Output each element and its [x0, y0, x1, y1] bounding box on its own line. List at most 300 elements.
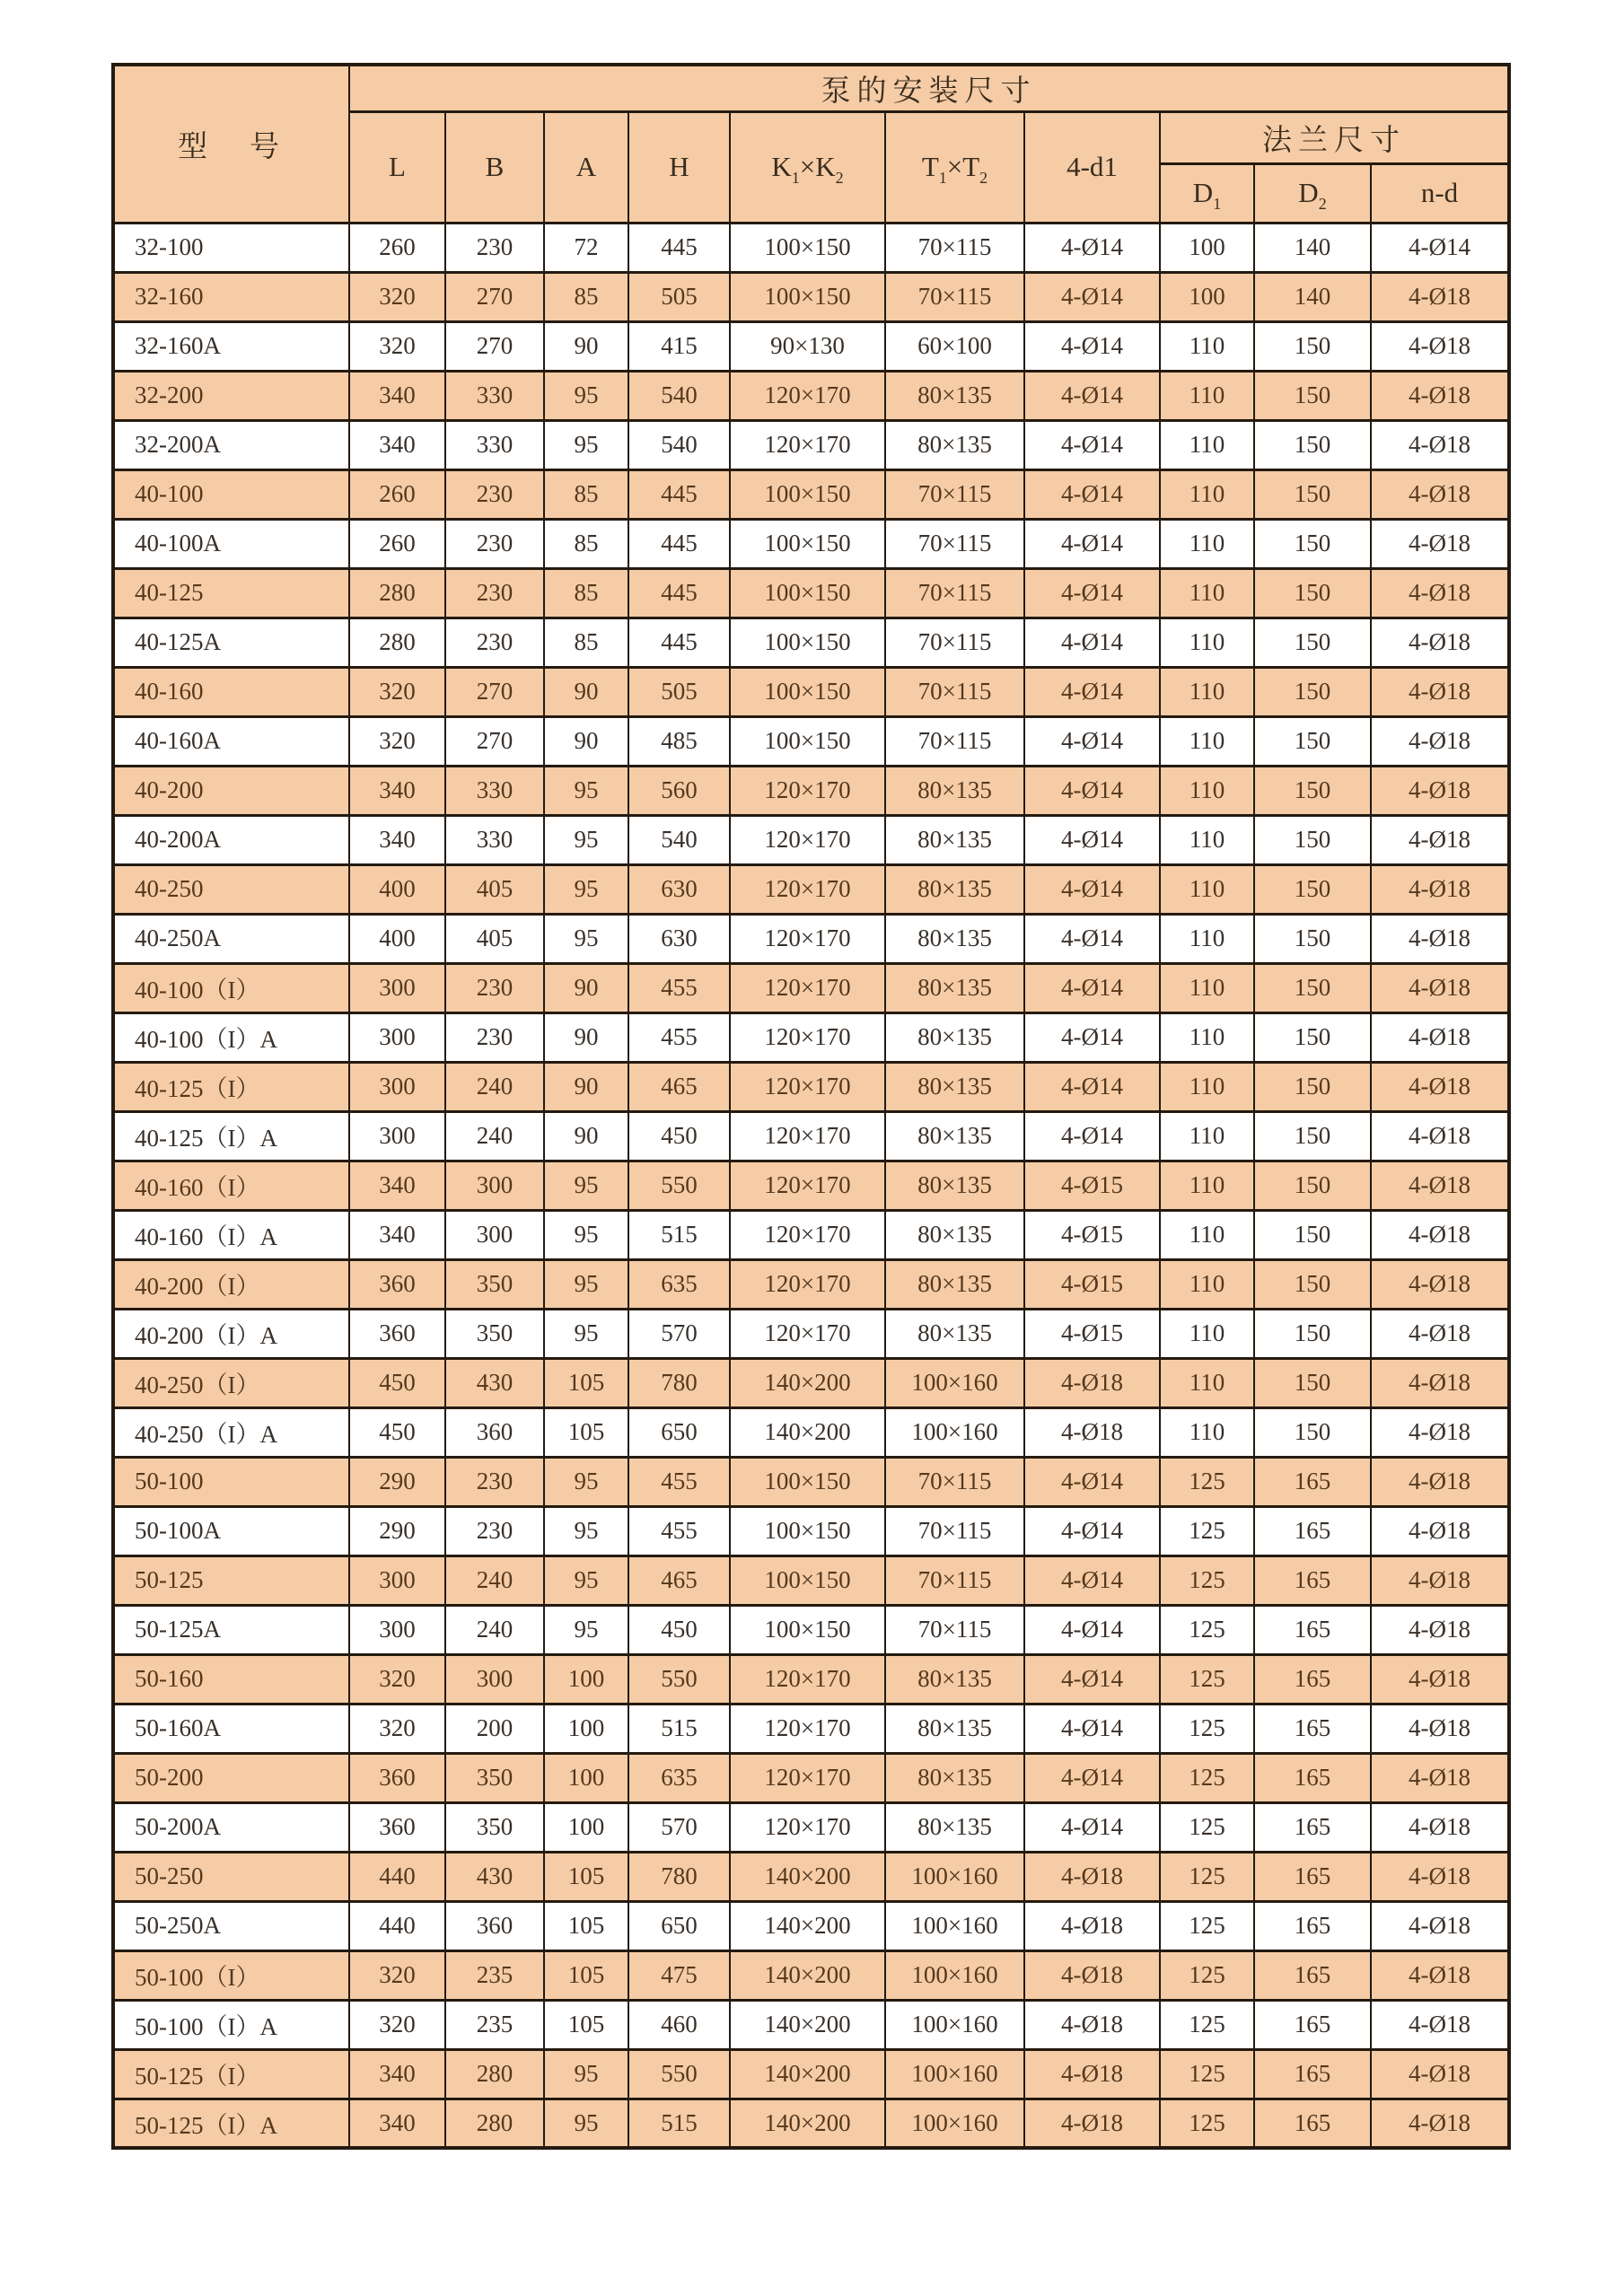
cell-D2: 150 — [1254, 1210, 1371, 1259]
cell-B: 240 — [445, 1605, 544, 1654]
cell-K1xK2: 120×170 — [730, 1753, 885, 1802]
k-base-2: K — [815, 151, 836, 182]
cell-B: 240 — [445, 1555, 544, 1605]
cell-4-d1: 4-Ø18 — [1024, 1901, 1160, 1950]
cell-H: 445 — [628, 519, 730, 568]
header-A: A — [544, 111, 628, 223]
cell-T1xT2: 100×160 — [885, 2099, 1024, 2148]
cell-n-d: 4-Ø18 — [1371, 1358, 1509, 1407]
cell-D2: 150 — [1254, 1062, 1371, 1111]
cell-L: 300 — [349, 963, 445, 1012]
cell-B: 350 — [445, 1753, 544, 1802]
table-row — [113, 1704, 1509, 1753]
cell-H: 560 — [628, 766, 730, 815]
cell-A: 95 — [544, 371, 628, 420]
cell-D1: 110 — [1160, 1309, 1254, 1358]
cell-model: 40-125（I） — [113, 1062, 349, 1111]
cell-H: 630 — [628, 914, 730, 963]
cell-H: 550 — [628, 1161, 730, 1210]
cell-D2: 165 — [1254, 2099, 1371, 2148]
cell-4-d1: 4-Ø14 — [1024, 914, 1160, 963]
cell-K1xK2: 120×170 — [730, 1161, 885, 1210]
cell-model: 40-200A — [113, 815, 349, 864]
cell-A: 95 — [544, 1309, 628, 1358]
cell-4-d1: 4-Ø15 — [1024, 1309, 1160, 1358]
cell-D1: 110 — [1160, 815, 1254, 864]
cell-4-d1: 4-Ø14 — [1024, 618, 1160, 667]
header-k1xk2 — [730, 111, 885, 223]
cell-model: 50-100A — [113, 1506, 349, 1555]
cell-H: 455 — [628, 963, 730, 1012]
cell-K1xK2: 120×170 — [730, 963, 885, 1012]
header-L: L — [349, 111, 445, 223]
cell-D1: 110 — [1160, 1012, 1254, 1062]
cell-L: 440 — [349, 1852, 445, 1901]
cell-T1xT2: 70×115 — [885, 667, 1024, 716]
cell-D1: 110 — [1160, 618, 1254, 667]
cell-D2: 165 — [1254, 1901, 1371, 1950]
cell-4-d1: 4-Ø14 — [1024, 716, 1160, 766]
cell-model: 32-100 — [113, 223, 349, 272]
cell-H: 465 — [628, 1062, 730, 1111]
cell-model: 40-200 — [113, 766, 349, 815]
cell-K1xK2: 120×170 — [730, 1654, 885, 1704]
cell-L: 300 — [349, 1605, 445, 1654]
table-row — [113, 815, 1509, 864]
cell-L: 260 — [349, 469, 445, 519]
cell-K1xK2: 100×150 — [730, 1605, 885, 1654]
table-row — [113, 2000, 1509, 2049]
cell-D2: 140 — [1254, 272, 1371, 321]
cell-L: 340 — [349, 815, 445, 864]
cell-T1xT2: 80×135 — [885, 914, 1024, 963]
cell-D2: 165 — [1254, 1753, 1371, 1802]
cell-n-d: 4-Ø18 — [1371, 1259, 1509, 1309]
cell-model: 40-250 — [113, 864, 349, 914]
cell-H: 445 — [628, 469, 730, 519]
cell-model: 50-100（I）A — [113, 2000, 349, 2049]
cell-n-d: 4-Ø18 — [1371, 766, 1509, 815]
cell-H: 450 — [628, 1605, 730, 1654]
cell-D2: 165 — [1254, 1506, 1371, 1555]
cell-K1xK2: 120×170 — [730, 1111, 885, 1161]
cell-A: 105 — [544, 1358, 628, 1407]
cell-T1xT2: 70×115 — [885, 272, 1024, 321]
cell-L: 300 — [349, 1111, 445, 1161]
cell-D2: 150 — [1254, 1407, 1371, 1457]
table-row — [113, 667, 1509, 716]
cell-A: 85 — [544, 568, 628, 618]
cell-L: 450 — [349, 1358, 445, 1407]
cell-n-d: 4-Ø18 — [1371, 1901, 1509, 1950]
cell-D2: 150 — [1254, 1309, 1371, 1358]
cell-4-d1: 4-Ø14 — [1024, 568, 1160, 618]
cell-4-d1: 4-Ø18 — [1024, 1407, 1160, 1457]
cell-B: 200 — [445, 1704, 544, 1753]
cell-model: 40-250（I）A — [113, 1407, 349, 1457]
table-row — [113, 766, 1509, 815]
cell-A: 95 — [544, 2049, 628, 2099]
cell-L: 280 — [349, 568, 445, 618]
cell-D1: 125 — [1160, 2000, 1254, 2049]
cell-T1xT2: 100×160 — [885, 1901, 1024, 1950]
cell-A: 100 — [544, 1753, 628, 1802]
cell-B: 270 — [445, 667, 544, 716]
cell-K1xK2: 120×170 — [730, 815, 885, 864]
cell-T1xT2: 80×135 — [885, 1259, 1024, 1309]
cell-model: 40-125（I）A — [113, 1111, 349, 1161]
cell-4-d1: 4-Ø14 — [1024, 272, 1160, 321]
cell-A: 90 — [544, 963, 628, 1012]
cell-D2: 150 — [1254, 1012, 1371, 1062]
cell-L: 300 — [349, 1555, 445, 1605]
pump-dimensions-table — [111, 63, 1511, 2150]
cell-model: 40-250（I） — [113, 1358, 349, 1407]
cell-D1: 125 — [1160, 2049, 1254, 2099]
cell-model: 50-100 — [113, 1457, 349, 1506]
cell-B: 280 — [445, 2049, 544, 2099]
cell-D1: 125 — [1160, 1753, 1254, 1802]
cell-L: 290 — [349, 1457, 445, 1506]
cell-T1xT2: 80×135 — [885, 1161, 1024, 1210]
cell-model: 40-100 — [113, 469, 349, 519]
cell-D1: 110 — [1160, 766, 1254, 815]
cell-D1: 125 — [1160, 2099, 1254, 2148]
cell-B: 270 — [445, 272, 544, 321]
cell-D2: 150 — [1254, 1161, 1371, 1210]
cell-T1xT2: 80×135 — [885, 1111, 1024, 1161]
cell-L: 260 — [349, 519, 445, 568]
cell-L: 300 — [349, 1062, 445, 1111]
cell-L: 340 — [349, 420, 445, 469]
cell-B: 270 — [445, 716, 544, 766]
cell-T1xT2: 80×135 — [885, 1654, 1024, 1704]
cell-model: 32-160 — [113, 272, 349, 321]
cell-4-d1: 4-Ø14 — [1024, 1704, 1160, 1753]
cell-K1xK2: 120×170 — [730, 864, 885, 914]
cell-4-d1: 4-Ø18 — [1024, 2049, 1160, 2099]
cell-D1: 125 — [1160, 1950, 1254, 2000]
cell-D1: 125 — [1160, 1555, 1254, 1605]
cell-T1xT2: 80×135 — [885, 1210, 1024, 1259]
cell-D1: 110 — [1160, 1259, 1254, 1309]
table-row — [113, 618, 1509, 667]
cell-n-d: 4-Ø18 — [1371, 1309, 1509, 1358]
cell-n-d: 4-Ø18 — [1371, 1704, 1509, 1753]
table-row — [113, 469, 1509, 519]
cell-L: 320 — [349, 667, 445, 716]
cell-n-d: 4-Ø18 — [1371, 2000, 1509, 2049]
cell-K1xK2: 140×200 — [730, 1358, 885, 1407]
t-times: × — [946, 151, 963, 182]
cell-A: 105 — [544, 2000, 628, 2049]
cell-T1xT2: 70×115 — [885, 716, 1024, 766]
cell-K1xK2: 100×150 — [730, 1555, 885, 1605]
table-row — [113, 2049, 1509, 2099]
cell-T1xT2: 80×135 — [885, 420, 1024, 469]
cell-T1xT2: 80×135 — [885, 1802, 1024, 1852]
cell-B: 430 — [445, 1358, 544, 1407]
cell-T1xT2: 100×160 — [885, 1950, 1024, 2000]
cell-D2: 150 — [1254, 864, 1371, 914]
cell-model: 40-100（I） — [113, 963, 349, 1012]
header-B: B — [445, 111, 544, 223]
cell-A: 85 — [544, 272, 628, 321]
cell-n-d: 4-Ø18 — [1371, 1062, 1509, 1111]
cell-model: 40-160A — [113, 716, 349, 766]
cell-n-d: 4-Ø18 — [1371, 1161, 1509, 1210]
cell-model: 32-200 — [113, 371, 349, 420]
cell-n-d: 4-Ø18 — [1371, 1457, 1509, 1506]
cell-H: 540 — [628, 815, 730, 864]
cell-D1: 125 — [1160, 1802, 1254, 1852]
cell-H: 415 — [628, 321, 730, 371]
table-row — [113, 963, 1509, 1012]
cell-n-d: 4-Ø18 — [1371, 1506, 1509, 1555]
cell-D2: 165 — [1254, 1802, 1371, 1852]
cell-D2: 140 — [1254, 223, 1371, 272]
cell-K1xK2: 140×200 — [730, 1407, 885, 1457]
cell-D2: 150 — [1254, 618, 1371, 667]
cell-D2: 150 — [1254, 371, 1371, 420]
cell-T1xT2: 80×135 — [885, 1309, 1024, 1358]
table-row — [113, 1852, 1509, 1901]
cell-n-d: 4-Ø14 — [1371, 223, 1509, 272]
cell-4-d1: 4-Ø14 — [1024, 1605, 1160, 1654]
cell-T1xT2: 100×160 — [885, 2000, 1024, 2049]
cell-4-d1: 4-Ø18 — [1024, 1950, 1160, 2000]
cell-K1xK2: 140×200 — [730, 2049, 885, 2099]
cell-K1xK2: 120×170 — [730, 1210, 885, 1259]
cell-K1xK2: 140×200 — [730, 1950, 885, 2000]
cell-H: 515 — [628, 1210, 730, 1259]
table-row — [113, 568, 1509, 618]
cell-n-d: 4-Ø18 — [1371, 420, 1509, 469]
cell-4-d1: 4-Ø15 — [1024, 1259, 1160, 1309]
cell-K1xK2: 120×170 — [730, 766, 885, 815]
table-row — [113, 420, 1509, 469]
cell-B: 230 — [445, 1012, 544, 1062]
cell-D2: 150 — [1254, 1111, 1371, 1161]
cell-B: 230 — [445, 1506, 544, 1555]
cell-H: 635 — [628, 1259, 730, 1309]
cell-K1xK2: 100×150 — [730, 272, 885, 321]
cell-A: 100 — [544, 1802, 628, 1852]
cell-model: 40-200（I）A — [113, 1309, 349, 1358]
cell-A: 72 — [544, 223, 628, 272]
cell-4-d1: 4-Ø14 — [1024, 864, 1160, 914]
cell-T1xT2: 60×100 — [885, 321, 1024, 371]
table-row — [113, 2099, 1509, 2148]
cell-B: 330 — [445, 420, 544, 469]
cell-H: 505 — [628, 667, 730, 716]
cell-T1xT2: 100×160 — [885, 1407, 1024, 1457]
cell-n-d: 4-Ø18 — [1371, 2099, 1509, 2148]
cell-H: 445 — [628, 568, 730, 618]
cell-K1xK2: 120×170 — [730, 1012, 885, 1062]
cell-n-d: 4-Ø18 — [1371, 2049, 1509, 2099]
cell-K1xK2: 100×150 — [730, 667, 885, 716]
cell-D1: 125 — [1160, 1704, 1254, 1753]
cell-4-d1: 4-Ø14 — [1024, 1506, 1160, 1555]
cell-model: 32-200A — [113, 420, 349, 469]
cell-H: 515 — [628, 1704, 730, 1753]
cell-T1xT2: 70×115 — [885, 469, 1024, 519]
table-row — [113, 914, 1509, 963]
cell-D1: 125 — [1160, 1654, 1254, 1704]
cell-H: 540 — [628, 371, 730, 420]
t-base-1: T — [921, 151, 939, 182]
table-row — [113, 371, 1509, 420]
cell-T1xT2: 80×135 — [885, 864, 1024, 914]
cell-T1xT2: 100×160 — [885, 1358, 1024, 1407]
cell-n-d: 4-Ø18 — [1371, 667, 1509, 716]
cell-H: 475 — [628, 1950, 730, 2000]
cell-D1: 110 — [1160, 420, 1254, 469]
cell-4-d1: 4-Ø14 — [1024, 1012, 1160, 1062]
table-row — [113, 1062, 1509, 1111]
cell-B: 350 — [445, 1802, 544, 1852]
cell-4-d1: 4-Ø14 — [1024, 815, 1160, 864]
header-t1xt2 — [885, 111, 1024, 223]
cell-4-d1: 4-Ø14 — [1024, 1802, 1160, 1852]
cell-B: 350 — [445, 1259, 544, 1309]
cell-B: 430 — [445, 1852, 544, 1901]
cell-K1xK2: 100×150 — [730, 519, 885, 568]
cell-A: 95 — [544, 1457, 628, 1506]
cell-L: 360 — [349, 1259, 445, 1309]
cell-D2: 165 — [1254, 2049, 1371, 2099]
cell-D2: 165 — [1254, 1555, 1371, 1605]
cell-K1xK2: 100×150 — [730, 618, 885, 667]
cell-A: 90 — [544, 1062, 628, 1111]
cell-H: 780 — [628, 1358, 730, 1407]
cell-A: 105 — [544, 1407, 628, 1457]
cell-4-d1: 4-Ø14 — [1024, 1457, 1160, 1506]
cell-T1xT2: 80×135 — [885, 1062, 1024, 1111]
cell-H: 630 — [628, 864, 730, 914]
cell-D1: 110 — [1160, 1407, 1254, 1457]
cell-n-d: 4-Ø18 — [1371, 519, 1509, 568]
cell-H: 445 — [628, 223, 730, 272]
cell-B: 300 — [445, 1210, 544, 1259]
cell-H: 455 — [628, 1457, 730, 1506]
cell-D2: 150 — [1254, 321, 1371, 371]
cell-B: 230 — [445, 469, 544, 519]
table-row — [113, 1259, 1509, 1309]
cell-K1xK2: 120×170 — [730, 1309, 885, 1358]
cell-B: 350 — [445, 1309, 544, 1358]
cell-D1: 125 — [1160, 1852, 1254, 1901]
cell-H: 460 — [628, 2000, 730, 2049]
cell-D2: 150 — [1254, 1358, 1371, 1407]
cell-T1xT2: 70×115 — [885, 1555, 1024, 1605]
cell-A: 95 — [544, 420, 628, 469]
header-nd: n-d — [1371, 163, 1509, 223]
cell-D1: 110 — [1160, 519, 1254, 568]
table-row — [113, 1210, 1509, 1259]
cell-4-d1: 4-Ø14 — [1024, 667, 1160, 716]
cell-K1xK2: 140×200 — [730, 2099, 885, 2148]
cell-A: 90 — [544, 1012, 628, 1062]
cell-n-d: 4-Ø18 — [1371, 1753, 1509, 1802]
cell-H: 505 — [628, 272, 730, 321]
cell-model: 40-160 — [113, 667, 349, 716]
cell-B: 300 — [445, 1161, 544, 1210]
cell-H: 780 — [628, 1852, 730, 1901]
cell-n-d: 4-Ø18 — [1371, 1802, 1509, 1852]
cell-A: 95 — [544, 1161, 628, 1210]
cell-D2: 150 — [1254, 667, 1371, 716]
cell-D1: 110 — [1160, 914, 1254, 963]
k-sub-1: 1 — [791, 169, 800, 187]
cell-n-d: 4-Ø18 — [1371, 1012, 1509, 1062]
cell-K1xK2: 120×170 — [730, 914, 885, 963]
table-row — [113, 1309, 1509, 1358]
cell-n-d: 4-Ø18 — [1371, 1407, 1509, 1457]
cell-D2: 150 — [1254, 420, 1371, 469]
cell-L: 440 — [349, 1901, 445, 1950]
cell-D1: 100 — [1160, 223, 1254, 272]
cell-T1xT2: 70×115 — [885, 1506, 1024, 1555]
table-row — [113, 519, 1509, 568]
cell-D1: 110 — [1160, 1111, 1254, 1161]
cell-L: 360 — [349, 1802, 445, 1852]
cell-D1: 100 — [1160, 272, 1254, 321]
cell-4-d1: 4-Ø14 — [1024, 1654, 1160, 1704]
cell-T1xT2: 70×115 — [885, 223, 1024, 272]
cell-4-d1: 4-Ø15 — [1024, 1210, 1160, 1259]
cell-K1xK2: 120×170 — [730, 1704, 885, 1753]
cell-T1xT2: 80×135 — [885, 1704, 1024, 1753]
cell-4-d1: 4-Ø14 — [1024, 321, 1160, 371]
cell-D1: 110 — [1160, 1062, 1254, 1111]
table-row — [113, 223, 1509, 272]
d1-sub: 1 — [1213, 195, 1222, 213]
cell-H: 550 — [628, 2049, 730, 2099]
cell-4-d1: 4-Ø14 — [1024, 766, 1160, 815]
cell-D1: 110 — [1160, 1358, 1254, 1407]
cell-4-d1: 4-Ø14 — [1024, 519, 1160, 568]
cell-T1xT2: 80×135 — [885, 1753, 1024, 1802]
cell-A: 100 — [544, 1654, 628, 1704]
cell-B: 230 — [445, 568, 544, 618]
cell-H: 515 — [628, 2099, 730, 2148]
cell-D2: 150 — [1254, 914, 1371, 963]
cell-model: 40-160（I）A — [113, 1210, 349, 1259]
cell-model: 50-250A — [113, 1901, 349, 1950]
cell-D2: 150 — [1254, 815, 1371, 864]
cell-L: 260 — [349, 223, 445, 272]
cell-K1xK2: 90×130 — [730, 321, 885, 371]
cell-A: 95 — [544, 1555, 628, 1605]
header-H: H — [628, 111, 730, 223]
cell-D1: 110 — [1160, 864, 1254, 914]
cell-L: 360 — [349, 1753, 445, 1802]
cell-4-d1: 4-Ø14 — [1024, 1062, 1160, 1111]
cell-D1: 125 — [1160, 1457, 1254, 1506]
cell-T1xT2: 80×135 — [885, 1012, 1024, 1062]
cell-B: 405 — [445, 914, 544, 963]
table-row — [113, 1950, 1509, 2000]
cell-4-d1: 4-Ø14 — [1024, 1555, 1160, 1605]
cell-B: 330 — [445, 766, 544, 815]
table-header — [113, 65, 1509, 223]
cell-B: 230 — [445, 223, 544, 272]
cell-A: 105 — [544, 1901, 628, 1950]
cell-T1xT2: 80×135 — [885, 371, 1024, 420]
cell-model: 40-100（I）A — [113, 1012, 349, 1062]
